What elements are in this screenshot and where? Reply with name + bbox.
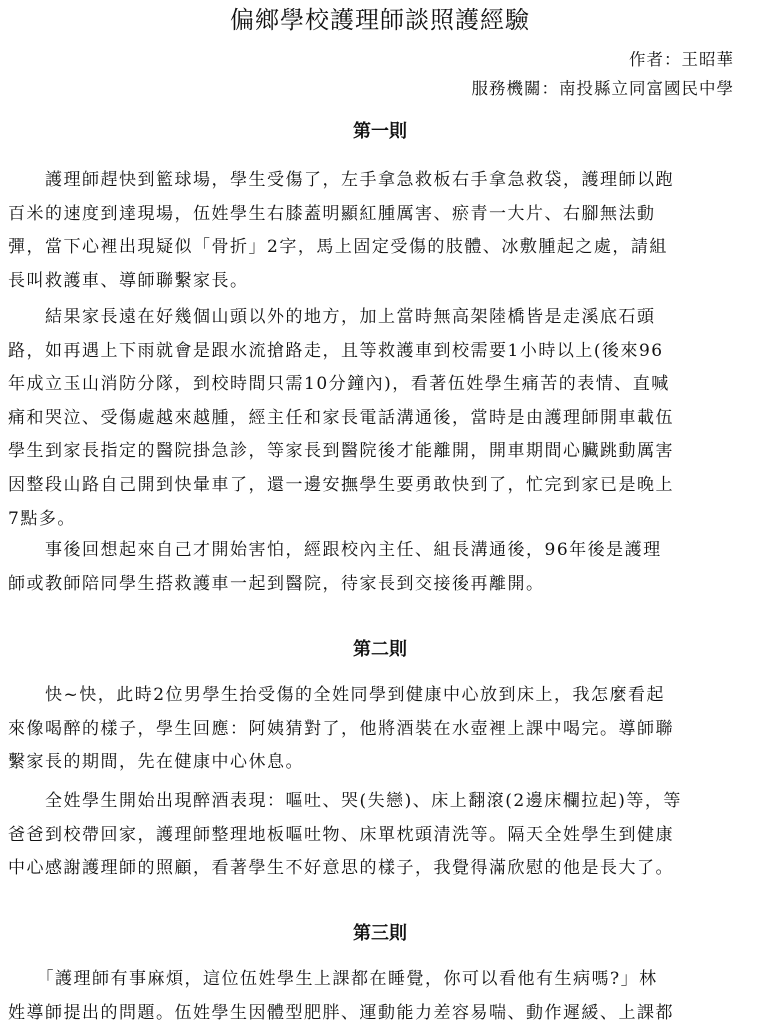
text-line: 姓導師提出的問題。伍姓學生因體型肥胖、運動能力差容易喘、動作遲緩、上課都 — [8, 1002, 674, 1023]
paragraph-1-1 — [8, 164, 730, 298]
paragraph-2-2 — [8, 785, 730, 886]
text-line: 護理師趕快到籃球場，學生受傷了，左手拿急救板右手拿急救袋，護理師以跑 — [8, 170, 674, 190]
organization-line: 服務機關：南投縣立同富國民中學 — [471, 79, 734, 98]
section-heading-1: 第一則 — [353, 121, 407, 142]
text-line: 年成立玉山消防分隊，到校時間只需10分鐘內)，看著伍姓學生痛苦的表情、直喊 — [8, 374, 670, 395]
text-line: 「護理師有事麻煩，這位伍姓學生上課都在睡覺，你可以看他有生病嗎?」林 — [8, 969, 658, 989]
section-heading-2: 第二則 — [353, 639, 407, 660]
text-line: 中心感謝護理師的照顧，看著學生不好意思的樣子，我覺得滿欣慰的他是長大了。 — [8, 858, 674, 879]
text-line: 爸爸到校帶回家，護理師整理地板嘔吐物、床單枕頭清洗等。隔天全姓學生到健康 — [8, 824, 674, 845]
text-line: 路，如再遇上下雨就會是跟水流搶路走，且等救護車到校需要1小時以上(後來96 — [8, 340, 664, 361]
text-line: 因整段山路自己開到快暈車了，還一邊安撫學生要勇敢快到了，忙完到家已是晚上 — [8, 474, 674, 495]
text-line: 長叫救護車、導師聯繫家長。 — [8, 270, 249, 291]
author-line: 作者：王昭華 — [629, 50, 734, 69]
text-line: 來像喝醉的樣子，學生回應：阿姨猜對了，他將酒裝在水壺裡上課中喝完。導師聯 — [8, 718, 674, 739]
text-line: 快~快，此時2位男學生抬受傷的全姓同學到健康中心放到床上，我怎麼看起 — [8, 685, 666, 705]
paragraph-2-1 — [8, 679, 730, 780]
text-line: 百米的速度到達現場，伍姓學生右膝蓋明顯紅腫厲害、瘀青一大片、右腳無法動 — [8, 203, 656, 224]
text-line: 師或教師陪同學生搭救護車一起到醫院，待家長到交接後再離開。 — [8, 573, 545, 594]
text-line: 彈，當下心裡出現疑似「骨折」2字，馬上固定受傷的肢體、冰敷腫起之處，請組 — [8, 237, 668, 258]
paragraph-1-3 — [8, 534, 730, 601]
text-line: 全姓學生開始出現醉酒表現：嘔吐、哭(失戀)、床上翻滾(2邊床欄拉起)等，等 — [8, 791, 682, 811]
section-heading-3: 第三則 — [353, 923, 407, 944]
text-line: 事後回想起來自己才開始害怕，經跟校內主任、組長溝通後，96年後是護理 — [8, 540, 662, 560]
text-line: 痛和哭泣、受傷處越來越腫，經主任和家長電話溝通後，當時是由護理師開車載伍 — [8, 407, 674, 428]
text-line: 結果家長遠在好幾個山頭以外的地方，加上當時無高架陸橋皆是走溪底石頭 — [8, 307, 656, 327]
text-line: 繫家長的期間，先在健康中心休息。 — [8, 752, 304, 773]
text-line: 7點多。 — [8, 508, 76, 529]
paragraph-3-1 — [8, 963, 730, 1030]
text-line: 學生到家長指定的醫院掛急診，等家長到醫院後才能離開，開車期間心臟跳動厲害 — [8, 441, 674, 462]
document-title: 偏鄉學校護理師談照護經驗 — [230, 6, 530, 34]
paragraph-1-2 — [8, 301, 730, 536]
